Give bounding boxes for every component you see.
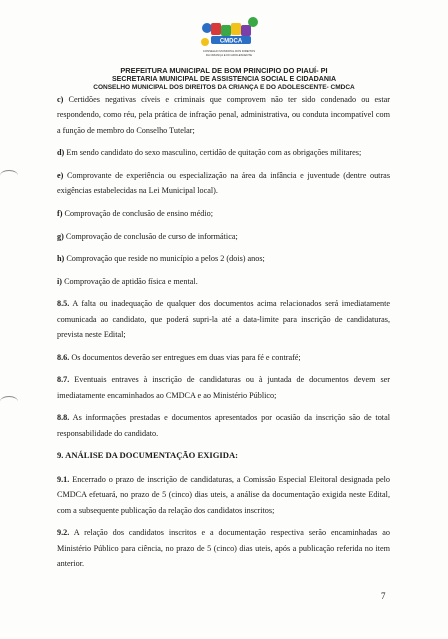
paragraph (57, 92, 390, 138)
item-label: 9.1. (57, 474, 70, 484)
item-label: f) (57, 209, 63, 218)
item-text: A falta ou inadequação de qualquer dos documentos acima relacionados será imediatamente comunicada ao candidato, que poderá supri-la até a data-limite para inscrição de candidaturas, prevista neste Edital; (57, 299, 390, 340)
paragraph (57, 251, 390, 266)
paragraph (57, 145, 390, 160)
item-label: 8.8. (57, 413, 70, 423)
paragraph (57, 525, 390, 571)
paragraph (57, 472, 390, 518)
item-label: 8.5. (57, 299, 70, 309)
margin-mark (0, 396, 18, 407)
paragraph (57, 168, 390, 199)
item-text: Comprovante de experiência ou especialização na área da infância e juventude (dentre outras exigências estabelecidas na Lei Municipal local). (57, 171, 391, 196)
item-label: i) (57, 276, 63, 286)
page-number: 7 (381, 591, 386, 601)
header-secretaria: SECRETARIA MUNICIPAL DE ASSISTENCIA SOCIAL E CIDADANIA (111, 75, 337, 83)
svg-text:CMDCA: CMDCA (219, 38, 243, 45)
item-text: Os documentos deverão ser entregues em duas vias para fé e contrafé; (71, 352, 301, 362)
paragraph (57, 229, 390, 244)
paragraph (57, 372, 390, 403)
item-text: Em sendo candidato do sexo masculino, certidão de quitação com as obrigações militares; (66, 148, 362, 158)
item-text: Eventuais entraves à inscrição de candidaturas ou à juntada de documentos devem ser imediatamente encaminhados ao CMDCA e ao Ministério Público; (57, 375, 391, 400)
header-prefeitura: PREFEITURA MUNICIPAL DE BOM PRINCIPIO DO PIAUÍ- PI (120, 66, 328, 75)
section-title: 9. ANÁLISE DA DOCUMENTAÇÃO EXIGIDA: (57, 450, 239, 461)
paragraph (57, 296, 390, 342)
item-label: g) (57, 231, 64, 241)
paragraph (57, 274, 390, 289)
item-label: 8.6. (57, 352, 70, 362)
header-conselho: CONSELHO MUNICIPAL DOS DIREITOS DA CRIANÇA E DO ADOLESCENTE- CMDCA (93, 84, 355, 91)
item-label: 9.2. (57, 528, 70, 538)
item-text: As informações prestadas e documentos apresentados por ocasião da inscrição são de total responsabilidade do candidato. (57, 413, 390, 438)
item-text: A relação dos candidatos inscritos e a documentação respectiva serão encaminhadas ao Ministério Público para ciência, no prazo de 5 (cinco) dias uteis, após a publicação referida no item anterior. (57, 528, 390, 568)
item-text: Comprovação de aptidão física e mental. (64, 276, 198, 286)
cmdca-logo (197, 14, 261, 62)
item-text: Comprovação de conclusão de curso de informática; (65, 231, 238, 241)
item-text: Comprovação que reside no município a pelos 2 (dois) anos; (66, 254, 265, 264)
paragraph (57, 206, 390, 221)
item-label: d) (57, 148, 65, 158)
paragraph (57, 350, 390, 365)
item-label: e) (57, 171, 64, 180)
paragraph (57, 410, 390, 441)
item-label: c) (57, 95, 64, 104)
svg-text:DA CRIANÇA E DO ADOLESCENTE: DA CRIANÇA E DO ADOLESCENTE (205, 53, 253, 57)
item-label: 8.7. (57, 375, 70, 385)
margin-mark (0, 170, 18, 181)
document-body (57, 92, 390, 579)
item-text: Certidões negativas cíveis e criminais que comprovem não ter sido condenado ou estar respondendo, como réu, pela prática de infração penal, administrativa, ou conduta incompatível com a função de membro do Conselho Tutelar; (57, 95, 391, 135)
item-text: Comprovação de conclusão de ensino médio; (64, 209, 213, 218)
item-text: Encerrado o prazo de inscrição de candidaturas, a Comissão Especial Eleitoral designada pelo CMDCA efetuará, no prazo de 5 (cinco) dias uteis, a análise da documentação exigida neste Edital, com a subsequente publicação da relação dos candidatos inscritos; (57, 474, 391, 515)
svg-text:CONSELHO MUNICIPAL DOS DIREITO: CONSELHO MUNICIPAL DOS DIREITOS (202, 49, 256, 53)
item-label: h) (57, 254, 65, 264)
